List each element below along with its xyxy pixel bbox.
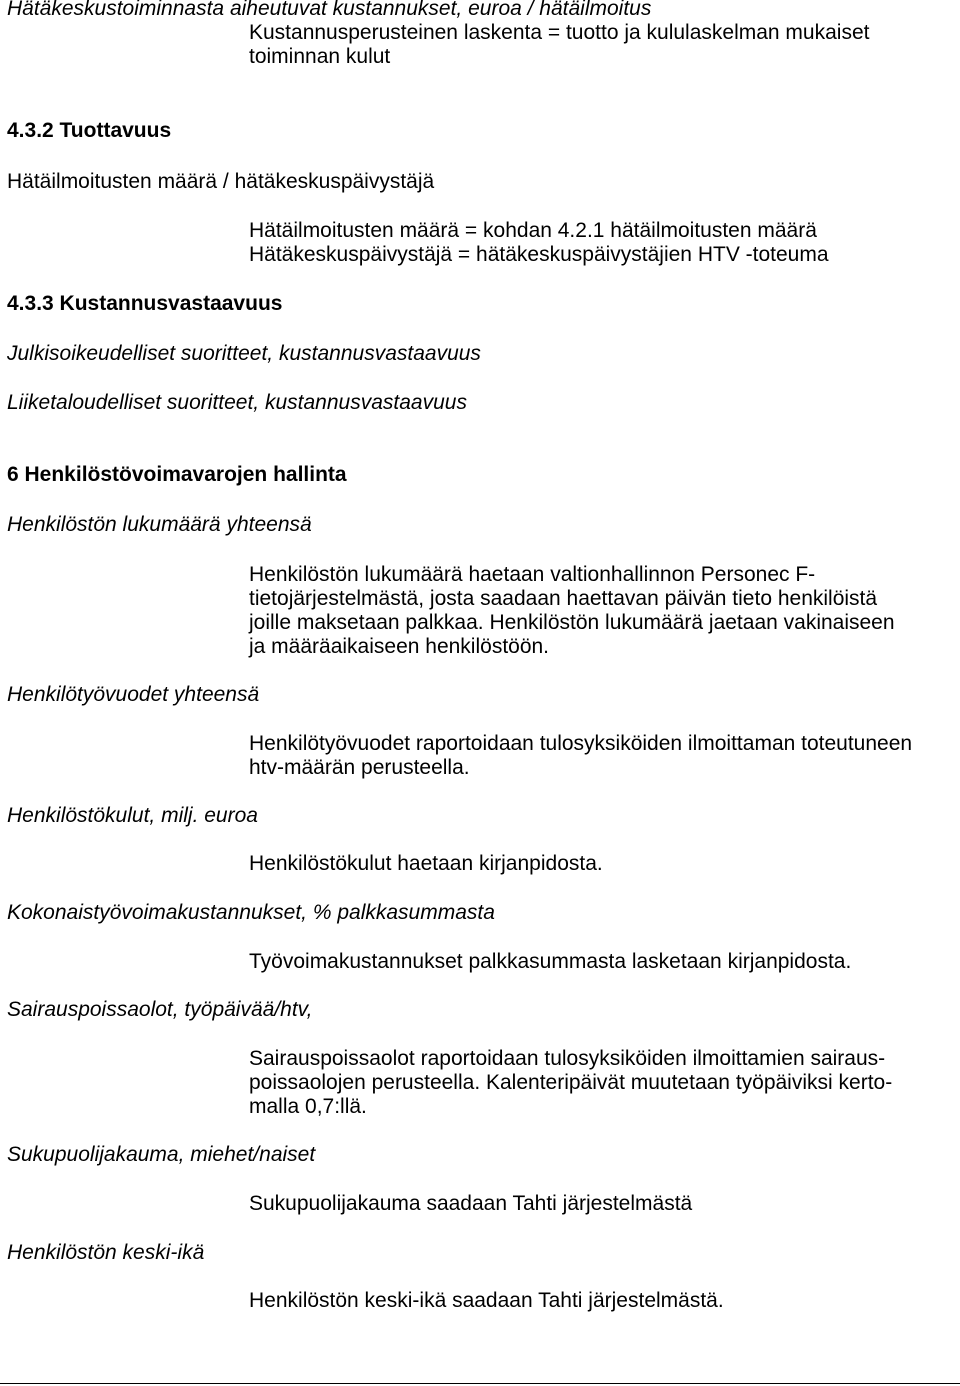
public-law-services-label: Julkisoikeudelliset suoritteet, kustannusvastaavuus [7,342,481,365]
labour-costs-label: Kokonaistyövoimakustannukset, % palkkasummasta [7,901,495,924]
sick-leave-label: Sairauspoissaolot, työpäivää/htv, [7,998,313,1021]
labour-costs-desc-line-1: Työvoimakustannukset palkkasummasta lasketaan kirjanpidosta. [249,950,852,973]
staff-costs-label: Henkilöstökulut, milj. euroa [7,804,258,827]
sick-leave-desc-line-3: malla 0,7:llä. [249,1095,367,1118]
person-years-desc-line-1: Henkilötyövuodet raportoidaan tulosyksiköiden ilmoittaman toteutuneen [249,732,913,755]
business-services-label: Liiketaloudelliset suoritteet, kustannusvastaavuus [7,391,467,414]
staff-count-desc-line-2: tietojärjestelmästä, josta saadaan haettavan päivän tieto henkilöistä [249,587,878,610]
section-heading-6: 6 Henkilöstövoimavarojen hallinta [7,463,347,486]
sick-leave-desc-line-1: Sairauspoissaolot raportoidaan tulosyksiköiden ilmoittamien sairaus- [249,1047,886,1070]
average-age-label: Henkilöstön keski-ikä [7,1241,205,1264]
staff-costs-desc-line-1: Henkilöstökulut haetaan kirjanpidosta. [249,852,603,875]
section-heading-4-3-2: 4.3.2 Tuottavuus [7,119,172,142]
staff-count-desc-line-4: ja määräaikaiseen henkilöstöön. [249,635,550,658]
productivity-desc-line-1: Hätäilmoitusten määrä = kohdan 4.2.1 hätäilmoitusten määrä [249,219,817,242]
staff-count-desc-line-3: joille maksetaan palkkaa. Henkilöstön lukumäärä jaetaan vakinaiseen [249,611,895,634]
footer-divider [0,1383,960,1384]
person-years-label: Henkilötyövuodet yhteensä [7,683,260,706]
section-heading-4-3-3: 4.3.3 Kustannusvastaavuus [7,292,283,315]
cost-label: Hätäkeskustoiminnasta aiheutuvat kustannukset, euroa / hätäilmoitus [7,0,652,20]
cost-desc-line-1: Kustannusperusteinen laskenta = tuotto ja kululaskelman mukaiset [249,21,870,44]
sick-leave-desc-line-2: poissaolojen perusteella. Kalenteripäivät muutetaan työpäiviksi kerto- [249,1071,893,1094]
productivity-desc-line-2: Hätäkeskuspäivystäjä = hätäkeskuspäivystäjien HTV -toteuma [249,243,829,266]
person-years-desc-line-2: htv-määrän perusteella. [249,756,470,779]
staff-count-label: Henkilöstön lukumäärä yhteensä [7,513,312,536]
gender-distribution-label: Sukupuolijakauma, miehet/naiset [7,1143,316,1166]
gender-distribution-desc-line-1: Sukupuolijakauma saadaan Tahti järjestelmästä [249,1192,693,1215]
productivity-label: Hätäilmoitusten määrä / hätäkeskuspäivystäjä [7,170,435,193]
average-age-desc-line-1: Henkilöstön keski-ikä saadaan Tahti järjestelmästä. [249,1289,724,1312]
cost-desc-line-2: toiminnan kulut [249,45,391,68]
staff-count-desc-line-1: Henkilöstön lukumäärä haetaan valtionhallinnon Personec F- [249,563,816,586]
